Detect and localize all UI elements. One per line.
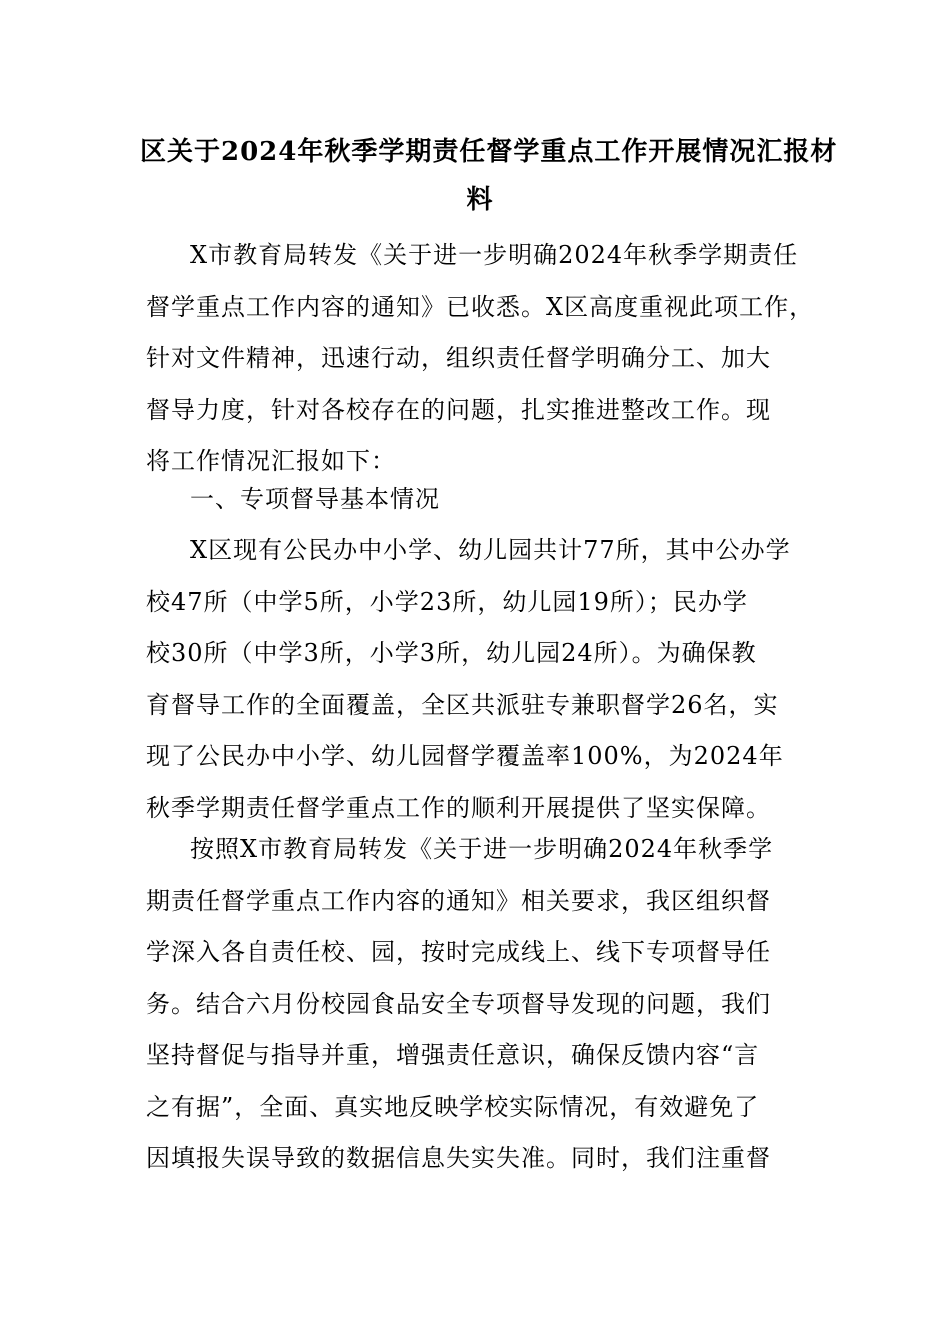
overview-paragraph: [146, 525, 826, 834]
actions-paragraph: [146, 824, 826, 1185]
paragraph-line: 学深入各自责任校、园，按时完成线上、线下专项督导任: [146, 938, 771, 966]
paragraph-line: 现了公民办中小学、幼儿园督学覆盖率100%，为2024年: [146, 742, 784, 770]
document-title: [140, 128, 838, 224]
paragraph-line: 按照X市教育局转发《关于进一步明确2024年秋季学: [190, 835, 774, 863]
paragraph-line: 督导力度，针对各校存在的问题，扎实推进整改工作。现: [146, 395, 771, 424]
paragraph-line: 之有据”，全面、真实地反映学校实际情况，有效避免了: [146, 1092, 760, 1121]
paragraph-line: 校30所（中学3所，小学3所，幼儿园24所）。为确保教: [146, 639, 757, 667]
paragraph-line: 期责任督学重点工作内容的通知》相关要求，我区组织督: [146, 886, 771, 915]
intro-paragraph: [146, 230, 826, 488]
section-heading-text: 一、专项督导基本情况: [190, 485, 440, 513]
paragraph-line: 督学重点工作内容的通知》已收悉。X区高度重视此项工作，: [146, 292, 815, 321]
section-heading: [146, 474, 826, 526]
paragraph-line: 务。结合六月份校园食品安全专项督导发现的问题，我们: [146, 989, 771, 1018]
paragraph-line: X市教育局转发《关于进一步明确2024年秋季学期责任: [190, 241, 799, 269]
paragraph-line: 育督导工作的全面覆盖，全区共派驻专兼职督学26名，实: [146, 690, 779, 719]
title-line: 料: [466, 185, 494, 215]
paragraph-line: 校47所（中学5所，小学23所，幼儿园19所）；民办学: [146, 587, 748, 616]
paragraph-line: 秋季学期责任督学重点工作的顺利开展提供了坚实保障。: [146, 793, 771, 822]
title-line: 区关于2024年秋季学期责任督学重点工作开展情况汇报材: [140, 137, 838, 167]
paragraph-line: X区现有公民办中小学、幼儿园共计77所，其中公办学: [190, 536, 791, 564]
paragraph-line: 针对文件精神，迅速行动，组织责任督学明确分工、加大: [146, 344, 771, 372]
paragraph-line: 坚持督促与指导并重，增强责任意识，确保反馈内容“言: [146, 1041, 760, 1069]
paragraph-line: 将工作情况汇报如下：: [146, 447, 396, 475]
paragraph-line: 因填报失误导致的数据信息失实失准。同时，我们注重督: [146, 1144, 771, 1172]
